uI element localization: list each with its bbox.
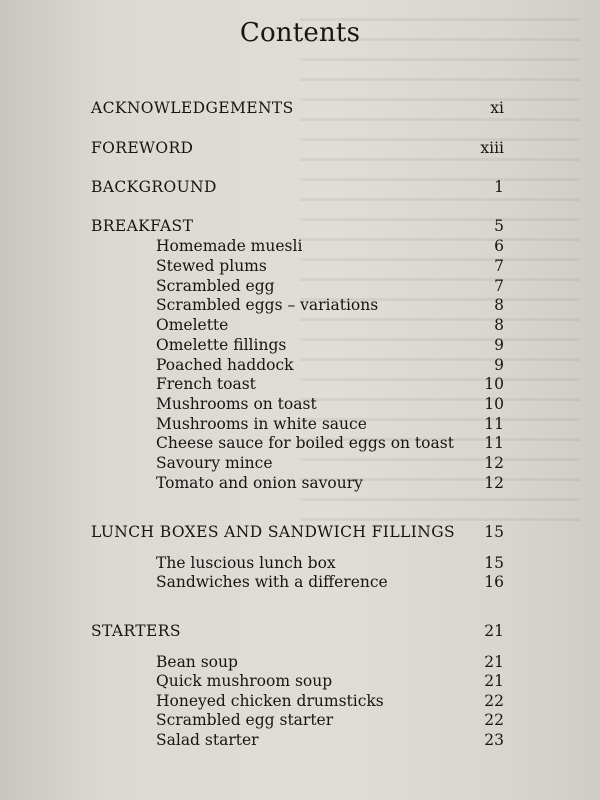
toc-item: Poached haddock [156,356,294,374]
page-number: 11 [484,415,504,433]
page-number: 12 [484,474,504,492]
page-number: xi [490,99,504,117]
toc-item: Honeyed chicken drumsticks [156,692,384,710]
toc-item: Tomato and onion savoury [156,474,363,492]
section-title: BACKGROUND [91,178,217,196]
page-number: 1 [494,178,504,196]
bleed-through-text [300,18,580,538]
toc-item: Omelette [156,316,229,334]
toc-item: Savoury mince [156,454,273,472]
page-number: 5 [494,217,504,235]
toc-item: Salad starter [156,731,259,749]
page-number: 15 [484,523,504,541]
toc-item: French toast [156,375,256,393]
toc-item: Scrambled egg [156,277,275,295]
toc-item: Scrambled egg starter [156,711,334,729]
page-number: 23 [484,731,504,749]
page-number: 8 [494,316,504,334]
page-number: 22 [484,711,504,729]
page-title: Contents [239,18,361,48]
page-number: 7 [494,277,504,295]
page-number: 21 [484,622,504,640]
page-number: 8 [494,296,504,314]
page-number: 22 [484,692,504,710]
page-number: 7 [494,257,504,275]
section-title: STARTERS [91,622,181,640]
section-title: ACKNOWLEDGEMENTS [91,99,294,117]
page-number: 9 [494,356,504,374]
page-number: 16 [484,573,504,591]
section-title: LUNCH BOXES AND SANDWICH FILLINGS [91,523,456,541]
page-number: 9 [494,336,504,354]
toc-item: Omelette fillings [156,336,287,354]
page-number: xiii [480,139,504,157]
page-number: 10 [484,395,504,413]
toc-item: Stewed plums [156,257,267,275]
page-number: 6 [494,237,504,255]
toc-item: Mushrooms in white sauce [156,415,367,433]
toc-item: Mushrooms on toast [156,395,317,413]
section-title: FOREWORD [91,139,194,157]
page-number: 21 [484,653,504,671]
page-number: 21 [484,672,504,690]
page-number: 15 [484,554,504,572]
page-number: 11 [484,434,504,452]
toc-item: Scrambled eggs – variations [156,296,379,314]
toc-item: Cheese sauce for boiled eggs on toast [156,434,454,452]
page-number: 10 [484,375,504,393]
toc-item: Sandwiches with a difference [156,573,388,591]
toc-item: Homemade muesli [156,237,303,255]
section-title: BREAKFAST [91,217,194,235]
toc-item: Quick mushroom soup [156,672,333,690]
toc-item: Bean soup [156,653,238,671]
toc-item: The luscious lunch box [156,554,336,572]
page-number: 12 [484,454,504,472]
